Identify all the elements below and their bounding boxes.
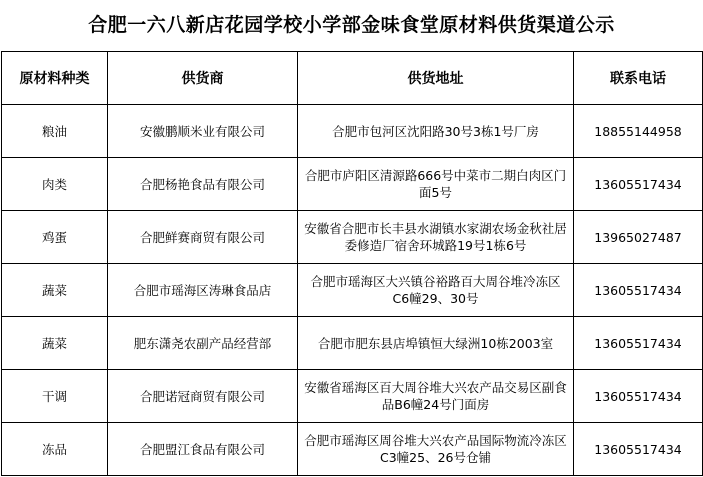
cell-address: 合肥市瑶海区周谷堆大兴农产品国际物流冷冻区C3幢25、26号仓铺 [298,423,574,476]
cell-supplier: 合肥杨艳食品有限公司 [108,158,298,211]
cell-supplier: 合肥市瑶海区涛琳食品店 [108,264,298,317]
table-row [2,317,703,370]
supplier-table [1,51,703,476]
cell-supplier: 合肥盟江食品有限公司 [108,423,298,476]
cell-category: 蔬菜 [2,317,108,370]
cell-address: 合肥市肥东县店埠镇恒大绿洲10栋2003室 [298,317,574,370]
header-phone: 联系电话 [574,52,703,105]
cell-address: 合肥市瑶海区大兴镇谷裕路百大周谷堆冷冻区C6幢29、30号 [298,264,574,317]
table-row [2,423,703,476]
cell-phone: 13605517434 [574,158,703,211]
table-row [2,158,703,211]
cell-phone: 13605517434 [574,370,703,423]
page-title: 合肥一六八新店花园学校小学部金味食堂原材料供货渠道公示 [88,14,615,36]
cell-supplier: 合肥鲜赛商贸有限公司 [108,211,298,264]
cell-phone: 13965027487 [574,211,703,264]
table-row [2,211,703,264]
cell-address: 安徽省瑶海区百大周谷堆大兴农产品交易区副食品B6幢24号门面房 [298,370,574,423]
table-header-row [2,52,703,105]
table-row [2,264,703,317]
cell-category: 鸡蛋 [2,211,108,264]
cell-supplier: 肥东潇尧农副产品经营部 [108,317,298,370]
cell-address: 安徽省合肥市长丰县水湖镇水家湖农场金秋社居委修造厂宿舍环城路19号1栋6号 [298,211,574,264]
table-row [2,370,703,423]
cell-category: 肉类 [2,158,108,211]
cell-address: 合肥市包河区沈阳路30号3栋1号厂房 [298,105,574,158]
header-supplier: 供货商 [108,52,298,105]
header-address: 供货地址 [298,52,574,105]
table-row [2,105,703,158]
cell-phone: 13605517434 [574,317,703,370]
cell-supplier: 合肥诺冠商贸有限公司 [108,370,298,423]
cell-phone: 13605517434 [574,264,703,317]
cell-category: 粮油 [2,105,108,158]
cell-supplier: 安徽鹏顺米业有限公司 [108,105,298,158]
cell-address: 合肥市庐阳区清源路666号中菜市二期白肉区门面5号 [298,158,574,211]
cell-category: 干调 [2,370,108,423]
header-category: 原材料种类 [2,52,108,105]
cell-category: 蔬菜 [2,264,108,317]
cell-phone: 13605517434 [574,423,703,476]
cell-phone: 18855144958 [574,105,703,158]
cell-category: 冻品 [2,423,108,476]
